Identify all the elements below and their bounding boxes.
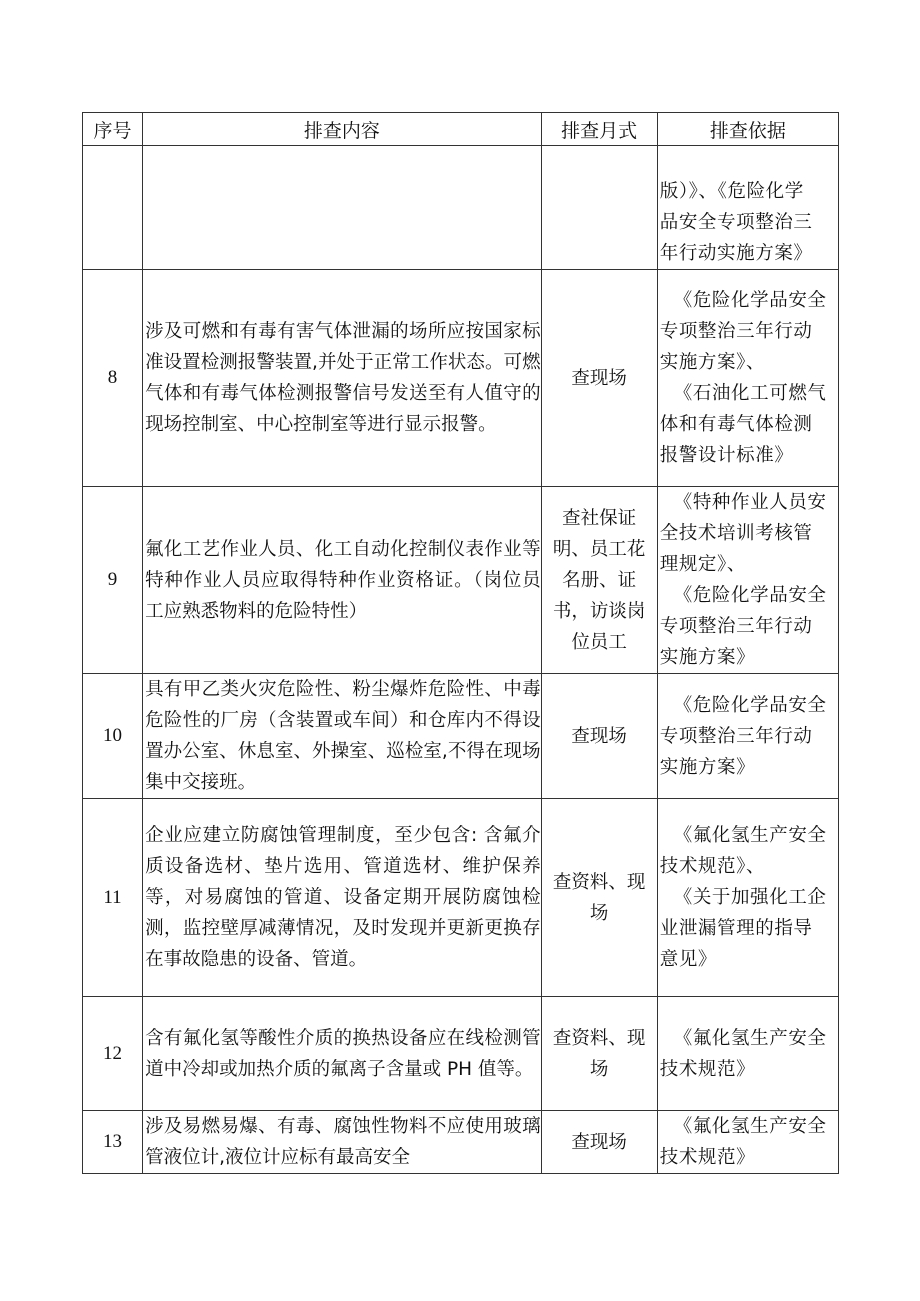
basis-line: 体和有毒气体检测: [659, 414, 813, 435]
basis-line: 《危险化学品安全: [673, 585, 827, 606]
table-row: [83, 997, 839, 1111]
basis-line: 《危险化学品安全: [673, 694, 827, 716]
row-basis: [657, 146, 838, 270]
table-row: [83, 799, 839, 997]
row-method: 查资料、现场: [541, 799, 657, 997]
header-method: 排查月式: [541, 113, 657, 146]
basis-line: 品安全专项整治三: [659, 212, 813, 233]
table-row: [83, 674, 839, 799]
header-row: [83, 113, 839, 146]
table-row: [83, 487, 839, 674]
row-content: 企业应建立防腐蚀管理制度，至少包含: 含氟介质设备选材、垫片选用、管道选材、维护保养等，对易腐蚀的管道、设备定期开展防腐蚀检测，监控壁厚减薄情况，及时发现并更新更换存在事故隐患的设备、管道。: [143, 799, 542, 997]
inspection-table: [82, 112, 839, 1174]
basis-line: 实施方案》: [659, 756, 756, 778]
basis-line: 《石油化工可燃气: [673, 383, 827, 404]
basis-line: 《危险化学品安全: [673, 290, 827, 311]
row-number: 13: [83, 1111, 143, 1174]
table-row: [83, 146, 839, 270]
row-basis: [657, 674, 838, 799]
basis-line: 业泄漏管理的指导: [659, 918, 813, 939]
table-row: [83, 1111, 839, 1174]
header-seq: 序号: [83, 113, 143, 146]
table-row: [83, 270, 839, 487]
basis-line: 版）》、《危险化学: [659, 181, 804, 202]
basis-line: 技术规范》: [659, 1058, 756, 1080]
basis-line: 《关于加强化工企: [673, 887, 827, 908]
basis-line: 意见》: [659, 949, 718, 970]
basis-line: 全技术培训考核管: [659, 523, 813, 544]
row-content: [143, 146, 542, 270]
basis-line: 技术规范》、: [659, 856, 766, 877]
row-content: 涉及易燃易爆、有毒、腐蚀性物料不应使用玻璃管液位计,液位计应标有最高安全: [143, 1111, 542, 1174]
row-number: 12: [83, 997, 143, 1111]
row-basis: [657, 799, 838, 997]
row-basis: [657, 1111, 838, 1174]
row-number: 11: [83, 799, 143, 997]
row-basis: [657, 487, 838, 674]
basis-line: 《氟化氢生产安全: [673, 1116, 827, 1137]
basis-line: 报警设计标准》: [659, 445, 794, 466]
basis-line: 年行动实施方案》: [659, 243, 813, 264]
row-method: 查现场: [541, 1111, 657, 1174]
row-basis: [657, 270, 838, 487]
basis-line: 实施方案》、: [659, 352, 766, 373]
basis-line: 专项整治三年行动: [659, 725, 813, 747]
header-content: 排查内容: [143, 113, 542, 146]
basis-line: 实施方案》: [659, 647, 756, 668]
header-basis: 排查依据: [657, 113, 838, 146]
row-content: 涉及可燃和有毒有害气体泄漏的场所应按国家标准设置检测报警装置,并处于正常工作状态。可燃气体和有毒气体检测报警信号发送至有人值守的现场控制室、中心控制室等进行显示报警。: [143, 270, 542, 487]
row-number: 8: [83, 270, 143, 487]
basis-line: 专项整治三年行动: [659, 616, 813, 637]
row-method: 查现场: [541, 270, 657, 487]
row-method: 查社保证明、员工花名册、证书，访谈岗位员工: [541, 487, 657, 674]
row-method: 查现场: [541, 674, 657, 799]
row-method: [541, 146, 657, 270]
row-basis: [657, 997, 838, 1111]
row-content: 氟化工艺作业人员、化工自动化控制仪表作业等特种作业人员应取得特种作业资格证。（岗位员工应熟悉物料的危险特性）: [143, 487, 542, 674]
row-method: 查资料、现场: [541, 997, 657, 1111]
row-number: [83, 146, 143, 270]
basis-line: 《特种作业人员安: [673, 492, 827, 513]
basis-line: 《氟化氢生产安全: [673, 1027, 827, 1049]
row-content: 具有甲乙类火灾危险性、粉尘爆炸危险性、中毒危险性的厂房（含装置或车间）和仓库内不得设置办公室、休息室、外操室、巡检室,不得在现场集中交接班。: [143, 674, 542, 799]
row-content: 含有氟化氢等酸性介质的换热设备应在线检测管道中冷却或加热介质的氟离子含量或 PH 值等。: [143, 997, 542, 1111]
basis-line: 专项整治三年行动: [659, 321, 813, 342]
basis-line: 理规定》、: [659, 554, 746, 575]
row-number: 10: [83, 674, 143, 799]
basis-line: 技术规范》: [659, 1147, 756, 1168]
row-number: 9: [83, 487, 143, 674]
basis-line: 《氟化氢生产安全: [673, 825, 827, 846]
